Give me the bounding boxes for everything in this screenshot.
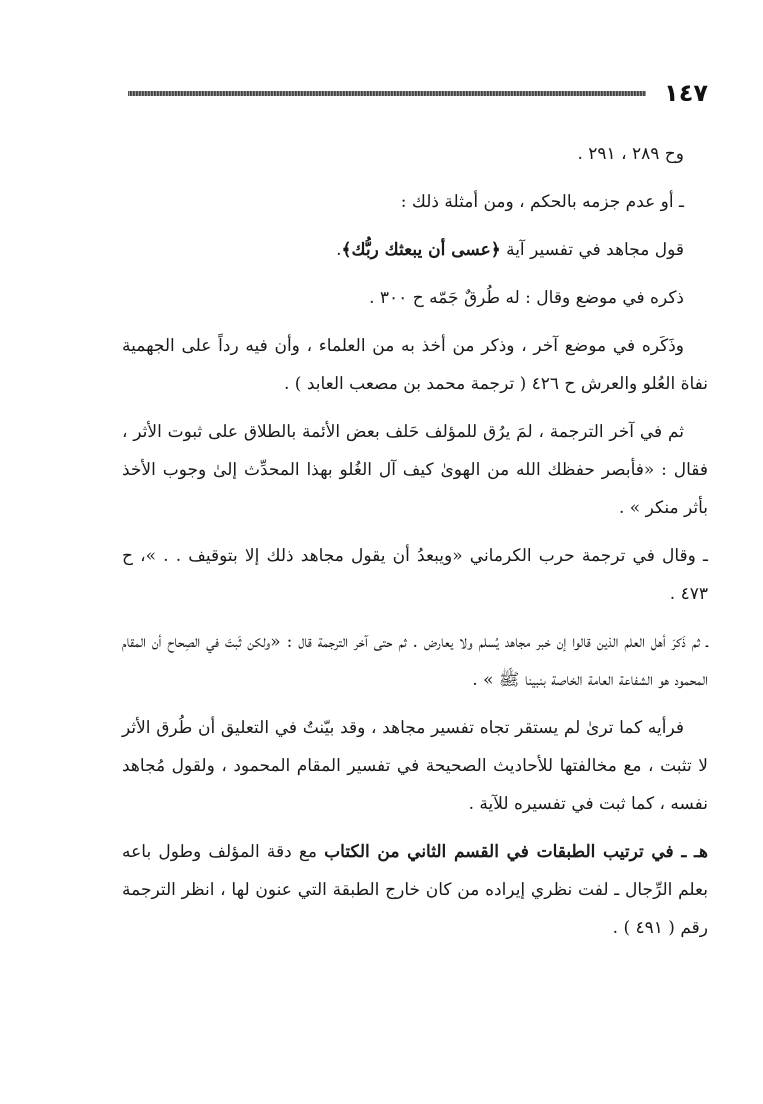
paragraph-8: ـ ثم ذَكرَ أهل العلم الذين قالوا إن خبر مجاهد يُسلم ولا يعارض . ثم حتى آخر الترجمة قال : «ولكن ثَبتَ في الصِحاح أن المقام المحمود هو الشفاعة العامة الخاصة بنبينا ﷺ » . bbox=[122, 632, 708, 690]
paragraph-9: فرأيه كما ترىٰ لم يستقر تجاه تفسير مجاهد ، وقد بيّنتُ في التعليق أن طُرق الأثر لا تثبت ، مع مخالفتها للأحاديث الصحيحة في تفسير المقام المحمود ، ولقول مُجاهد نفسه ، كما ثبت في تفسيره للآية . bbox=[122, 718, 708, 814]
header-rule bbox=[128, 91, 646, 96]
paragraph-3-before: قول مجاهد في تفسير آية bbox=[500, 240, 684, 260]
page-header bbox=[128, 78, 708, 108]
paragraph-3 bbox=[122, 231, 708, 269]
paragraph-6: ثم في آخر الترجمة ، لمَ يرُق للمؤلف حَلف بعض الأئمة بالطلاق على ثبوت الأثر ، فقال : «فأبصر حفظك الله من الهوىٰ كيف آل الغُلو بهذا المحدِّث إلىٰ وجوب الأخذ بأثر منكر » . bbox=[122, 422, 708, 518]
section-heading-h: هـ ـ في ترتيب الطبقات في القسم الثاني من الكتاب bbox=[324, 842, 708, 862]
page-number: ١٤٧ bbox=[664, 79, 708, 107]
paragraph-5: وذَكَره في موضع آخر ، وذكر من أخذ به من العلماء ، وأن فيه رداً على الجهمية نفاة العُلو والعرش ح ٤٢٦ ( ترجمة محمد بن مصعب العابد ) . bbox=[122, 336, 708, 394]
paragraph-4: ذكره في موضع وقال : له طُرقٌ جَمّه ح ٣٠٠ . bbox=[369, 288, 684, 308]
body-text bbox=[122, 135, 708, 957]
paragraph-1: وح ٢٨٩ ، ٢٩١ . bbox=[577, 144, 684, 164]
paragraph-3-after: . bbox=[336, 240, 342, 260]
paragraph-7: ـ وقال في ترجمة حرب الكرماني «ويبعدُ أن يقول مجاهد ذلك إلا بتوقيف . . »، ح ٤٧٣ . bbox=[122, 546, 708, 604]
paragraph-2: ـ أو عدم جزمه بالحكم ، ومن أمثلة ذلك : bbox=[400, 192, 684, 212]
paragraph-10 bbox=[122, 833, 708, 947]
quran-verse: ﴿عسى أن يبعثك ربُّك﴾ bbox=[341, 240, 501, 260]
paragraph-10-rest: مع دقة المؤلف وطول باعه بعلم الرِّجال ـ لفت نظري إيراده من كان خارج الطبقة التي عنون لها ، انظر الترجمة رقم ( ٤٩١ ) . bbox=[122, 842, 708, 938]
